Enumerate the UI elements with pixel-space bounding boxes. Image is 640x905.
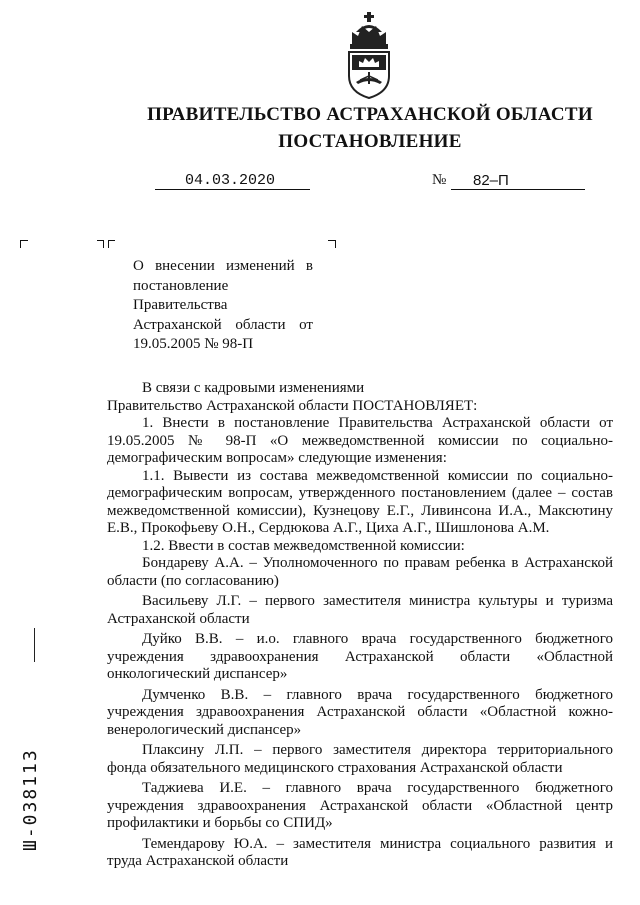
serial-stamp: Ш-038113 (20, 748, 41, 852)
corner-mark (20, 240, 28, 248)
member-item: Дуйко В.В. – и.о. главного врача государственного бюджетного учреждения здравоохранения Астраханской области «Областной онкологический диспансер» (107, 631, 613, 682)
member-item: Плаксину Л.П. – первого заместителя директора территориального фонда обязательного медицинского страхования Астраханской области (107, 742, 613, 776)
member-item: Думченко В.В. – главного врача государственного бюджетного учреждения здравоохранения Астраханской области «Областной кожно-венерологический диспансер» (107, 686, 613, 738)
paragraph: 1.2. Ввести в состав межведомственной комиссии: (142, 537, 465, 554)
coat-of-arms-emblem (338, 10, 400, 100)
date-field (155, 171, 310, 190)
document-number: 82–П (473, 172, 509, 189)
number-field (451, 171, 585, 190)
number-sign: № (432, 172, 447, 188)
paragraph: Правительство Астраханской области ПОСТАНОВЛЯЕТ: (107, 397, 478, 414)
government-title: ПРАВИТЕЛЬСТВО АСТРАХАНСКОЙ ОБЛАСТИ (147, 104, 593, 125)
document-type-title: ПОСТАНОВЛЕНИЕ (278, 131, 462, 152)
corner-mark (108, 240, 115, 248)
document-body (107, 380, 613, 871)
document-date: 04.03.2020 (185, 172, 276, 189)
member-item: Бондареву А.А. – Уполномоченного по правам ребенка в Астраханской области (по согласованию) (107, 555, 613, 589)
member-item: Васильеву Л.Г. – первого заместителя министра культуры и туризма Астраханской области (107, 593, 613, 627)
paragraph: В связи с кадровыми изменениями (142, 380, 365, 396)
member-item: Таджиева И.Е. – главного врача государственного бюджетного учреждения здравоохранения Астраханской области «Областной центр профилактики и борьбы со СПИД» (107, 780, 613, 831)
corner-mark (328, 240, 336, 248)
document-subject: О внесении изменений в постановление Правительства Астраханской области от 19.05.2005 № 98-П (133, 258, 313, 352)
paragraph: 1.1. Вывести из состава межведомственной комиссии по социально-демографическим вопросам, утвержденного постановлением (далее – состав межведомственной комиссии), Кузнецову Е.Г., Ливинсона И.А., Максютину Е.В., Прокофьеву О.Н., Сердюкова А.Г., Циха А.Г., Шишлонова А.М. (107, 467, 613, 536)
paragraph: 1. Внести в постановление Правительства Астраханской области от 19.05.2005 № 98-П «О межведомственной комиссии по социально-демографическим вопросам» следующие изменения: (107, 415, 613, 466)
member-item: Темендарову Ю.А. – заместителя министра социального развития и труда Астраханской области (107, 835, 613, 869)
margin-mark (34, 628, 35, 662)
corner-mark (97, 240, 104, 248)
